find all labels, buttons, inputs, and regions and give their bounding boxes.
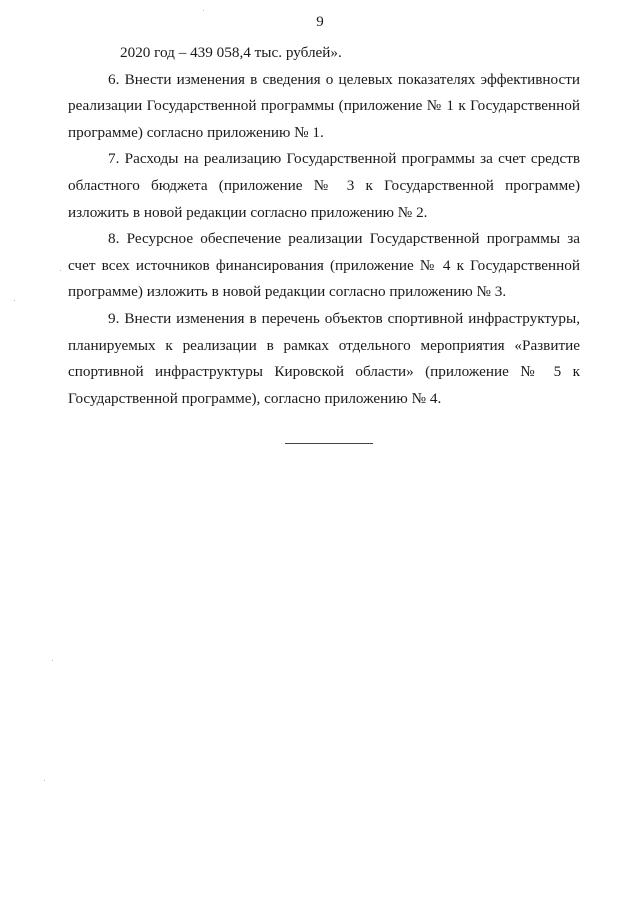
paragraph-8: 8. Ресурсное обеспечение реализации Государственной программы за счет всех источников финансирования (приложение № 4 к Государственной программе) изложить в новой редакции согласно приложению № 3. (68, 230, 580, 301)
paragraph-6: 6. Внести изменения в сведения о целевых показателях эффективности реализации Государственной программы (приложение № 1 к Государственной программе) согласно приложению № 1. (68, 70, 580, 141)
scan-speck (52, 660, 53, 661)
page-number: 9 (316, 14, 324, 30)
continuation-line: 2020 год – 439 058,4 тыс. рублей». (120, 44, 342, 61)
scan-speck (203, 10, 204, 11)
scan-speck (60, 270, 61, 271)
end-divider-line (285, 443, 373, 444)
paragraph-7: 7. Расходы на реализацию Государственной программы за счет средств областного бюджета (приложение № 3 к Государственной программе) изложить в новой редакции согласно приложению № 2. (68, 150, 580, 221)
scan-speck (44, 780, 45, 781)
document-body (68, 40, 580, 412)
scan-speck (14, 300, 15, 301)
paragraph-9: 9. Внести изменения в перечень объектов спортивной инфраструктуры, планируемых к реализации в рамках отдельного мероприятия «Развитие спортивной инфраструктуры Кировской области» (приложение № 5 к Государственной программе), согласно приложению № 4. (68, 309, 580, 407)
